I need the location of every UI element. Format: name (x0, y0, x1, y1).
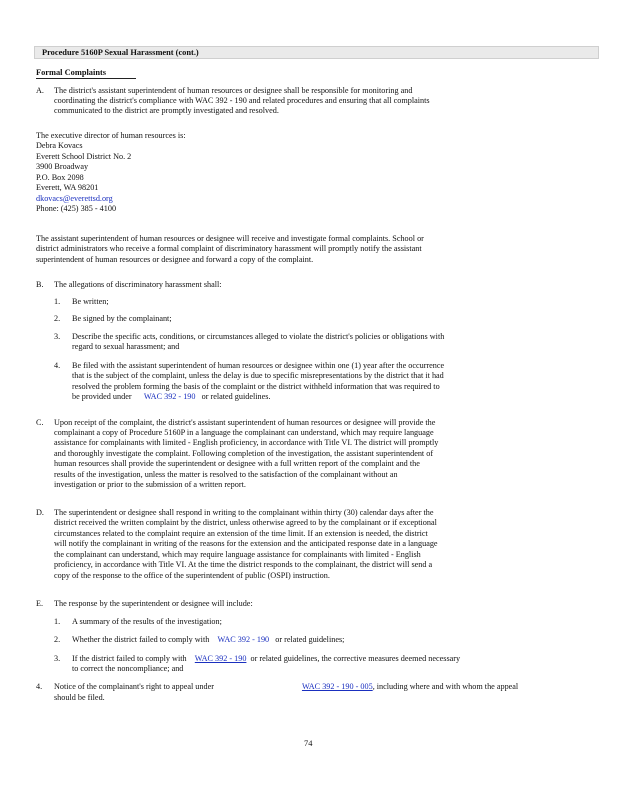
item-d-line: district received the written complaint by the district, unless otherwise agreed to by the complainant or if exceptional (54, 518, 437, 527)
list-item: regard to sexual harassment; and (72, 342, 180, 351)
list-item-text: Notice of the complainant's right to appeal under (54, 682, 214, 691)
list-number: 4. (54, 361, 61, 370)
wac-link[interactable]: WAC 392 - 190 - 005 (301, 682, 373, 691)
contact-intro: The executive director of human resources is: (36, 131, 186, 140)
wac-link[interactable]: WAC 392 - 190 (143, 392, 196, 401)
list-number: 1. (54, 617, 61, 626)
item-d-line: will notify the complainant in writing of the reasons for the extension and the anticipated response date in a language (54, 539, 438, 548)
heading-underline (36, 78, 136, 79)
list-item-text: or related guidelines; (275, 635, 345, 644)
header-bar-title: Procedure 5160P Sexual Harassment (cont.) (42, 48, 199, 57)
contact-name: Debra Kovacs (36, 141, 83, 150)
item-c-line: results of the investigation, unless the matter is resolved to the satisfaction of the complainant without an (54, 470, 398, 479)
list-number: 2. (54, 314, 61, 323)
contact-email-link[interactable]: dkovacs@everettsd.org (36, 194, 113, 203)
list-item: Describe the specific acts, conditions, or circumstances alleged to violate the district's policies or obligations with (72, 332, 445, 341)
list-item: Be written; (72, 297, 109, 306)
list-item (72, 635, 552, 645)
item-c-line: Upon receipt of the complaint, the district's assistant superintendent of human resources or designee will provide the (54, 418, 436, 427)
item-label-a: A. (36, 86, 44, 95)
list-item-text: If the district failed to comply with (72, 654, 187, 663)
item-c-line: complainant a copy of Procedure 5160P in a language the complainant can understand, which may require language (54, 428, 434, 437)
paragraph-line: superintendent of human resources or designee and forward a copy of the complaint. (36, 255, 314, 264)
item-a-line: communicated to the district are promptly investigated and resolved. (54, 106, 279, 115)
item-a-line: The district's assistant superintendent of human resources or designee shall be responsible for monitoring and (54, 86, 413, 95)
item-label-c: C. (36, 418, 44, 427)
item-a-line: coordinating the district's compliance with WAC 392 - 190 and related procedures and ensuring that all complaints (54, 96, 430, 105)
list-item: resolved the problem forming the basis of the complaint or the district withheld information that was required to (72, 382, 440, 391)
list-item-text: , including where and with whom the appeal (372, 682, 519, 691)
item-label-b: B. (36, 280, 44, 289)
item-d-line: proficiency, in accordance with Title VI. At the time the district responds to the complainant, the district will send a (54, 560, 433, 569)
section-heading: Formal Complaints (36, 68, 107, 77)
contact-street: 3900 Broadway (36, 162, 89, 171)
list-item: that is the subject of the complaint, unless the delay is due to specific misrepresentations by the district that it had (72, 371, 444, 380)
list-number: 2. (54, 635, 61, 644)
list-number: 3. (54, 654, 61, 663)
list-item: Be filed with the assistant superintendent of human resources or designee within one (1) year after the occurrence (72, 361, 445, 370)
contact-org: Everett School District No. 2 (36, 152, 132, 161)
item-d-line: the complainant can understand, which may require language assistance for complainants with limited - English (54, 550, 421, 559)
item-b-intro: The allegations of discriminatory harassment shall: (54, 280, 222, 289)
paragraph-line: The assistant superintendent of human resources or designee will receive and investigate formal complaints. School or (36, 234, 424, 243)
list-item: Be signed by the complainant; (72, 314, 172, 323)
item-d-line: circumstances related to the complaint require an extension of the time limit. If an extension is needed, the district (54, 529, 428, 538)
wac-link[interactable]: WAC 392 - 190 (194, 654, 247, 663)
item-label-e: E. (36, 599, 44, 608)
item-d-line: The superintendent or designee shall respond in writing to the complainant within thirty (30) calendar days after the (54, 508, 434, 517)
list-item (72, 392, 562, 402)
list-item-text: Whether the district failed to comply with (72, 635, 210, 644)
wac-link[interactable]: WAC 392 - 190 (217, 635, 270, 644)
list-item (72, 654, 562, 664)
item-e-intro: The response by the superintendent or designee will include: (54, 599, 253, 608)
item-label-d: D. (36, 508, 44, 517)
list-item-text: or related guidelines, the corrective measures deemed necessary (250, 654, 461, 663)
paragraph-line: district administrators who receive a formal complaint of discriminatory harassment will promptly notify the assistant (36, 244, 422, 253)
list-item: should be filed. (54, 693, 105, 702)
item-c-line: assistance for complainants with limited - English proficiency, in accordance with Title VI. The district will promptly (54, 438, 439, 447)
contact-po: P.O. Box 2098 (36, 173, 84, 182)
list-item: to correct the noncompliance; and (72, 664, 184, 673)
list-item (54, 682, 562, 692)
item-c-line: and thoroughly investigate the complaint. Following completion of the investigation, the assistant superintendent of (54, 449, 434, 458)
list-number: 4. (36, 682, 43, 691)
contact-phone: Phone: (425) 385 - 4100 (36, 204, 117, 213)
contact-city: Everett, WA 98201 (36, 183, 99, 192)
item-d-line: copy of the response to the office of the superintendent of public (OSPI) instruction. (54, 571, 330, 580)
item-c-line: investigation or prior to the submission of a written report. (54, 480, 246, 489)
list-number: 1. (54, 297, 61, 306)
list-number: 3. (54, 332, 61, 341)
page-number: 74 (304, 739, 313, 748)
item-c-line: human resources shall provide the superintendent or designee with a full written report of the complaint and the (54, 459, 420, 468)
list-item-text: or related guidelines. (201, 392, 271, 401)
list-item-text: be provided under (72, 392, 132, 401)
list-item: A summary of the results of the investigation; (72, 617, 222, 626)
